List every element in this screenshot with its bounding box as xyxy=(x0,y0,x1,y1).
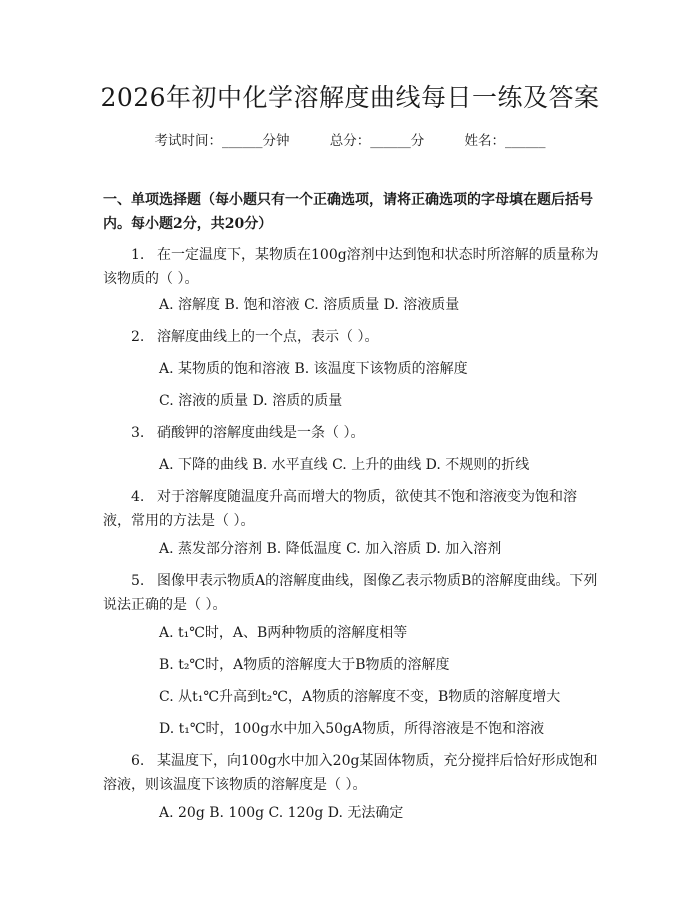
question-1 xyxy=(103,243,603,291)
question-number: 1. xyxy=(131,247,145,263)
exam-name: 姓名：______ xyxy=(464,133,546,149)
exam-info xyxy=(0,130,700,152)
question-6-options: A. 20g B. 100g C. 120g D. 无法确定 xyxy=(159,805,404,821)
question-5-option-d: D. t₁℃时，100g水中加入50gA物质，所得溶液是不饱和溶液 xyxy=(159,721,545,737)
exam-time: 考试时间：______分钟 xyxy=(154,133,290,149)
question-text: 硝酸钾的溶解度曲线是一条（ ）。 xyxy=(157,425,365,441)
question-3-options: A. 下降的曲线 B. 水平直线 C. 上升的曲线 D. 不规则的折线 xyxy=(159,457,530,473)
question-1-options: A. 溶解度 B. 饱和溶液 C. 溶质质量 D. 溶液质量 xyxy=(159,297,460,313)
question-3 xyxy=(103,421,603,445)
question-number: 5. xyxy=(131,573,145,589)
question-4 xyxy=(103,485,603,533)
question-number: 4. xyxy=(131,489,145,505)
question-5-option-b: B. t₂℃时，A物质的溶解度大于B物质的溶解度 xyxy=(159,657,450,673)
question-2-option-line-2: C. 溶液的质量 D. 溶质的质量 xyxy=(159,393,343,409)
question-text: 溶解度曲线上的一个点，表示（ ）。 xyxy=(157,329,379,345)
question-text: 对于溶解度随温度升高而增大的物质，欲使其不饱和溶液变为饱和溶液，常用的方法是（ ）。 xyxy=(103,489,577,529)
question-2 xyxy=(103,325,603,349)
question-4-options: A. 蒸发部分溶剂 B. 降低温度 C. 加入溶质 D. 加入溶剂 xyxy=(159,541,502,557)
question-number: 3. xyxy=(131,425,145,441)
question-5-option-c: C. 从t₁℃升高到t₂℃，A物质的溶解度不变，B物质的溶解度增大 xyxy=(159,689,561,705)
question-5 xyxy=(103,569,603,617)
question-text: 某温度下，向100g水中加入20g某固体物质，充分搅拌后恰好形成饱和溶液，则该温度下该物质的溶解度是（ ）。 xyxy=(103,753,598,793)
question-text: 图像甲表示物质A的溶解度曲线，图像乙表示物质B的溶解度曲线。下列说法正确的是（ ）。 xyxy=(103,573,598,613)
question-2-option-line-1: A. 某物质的饱和溶液 B. 该温度下该物质的溶解度 xyxy=(159,361,468,377)
question-number: 2. xyxy=(131,329,145,345)
page-title: 2026年初中化学溶解度曲线每日一练及答案 xyxy=(100,83,600,112)
question-number: 6. xyxy=(131,753,145,769)
section-heading: 一、单项选择题（每小题只有一个正确选项，请将正确选项的字母填在题后括号内。每小题2分，共20分） xyxy=(103,192,593,232)
question-text: 在一定温度下，某物质在100g溶剂中达到饱和状态时所溶解的质量称为该物质的（ ）。 xyxy=(103,247,599,287)
question-6 xyxy=(103,749,603,797)
question-5-option-a: A. t₁℃时，A、B两种物质的溶解度相等 xyxy=(159,625,408,641)
exam-score: 总分：______分 xyxy=(329,133,425,149)
